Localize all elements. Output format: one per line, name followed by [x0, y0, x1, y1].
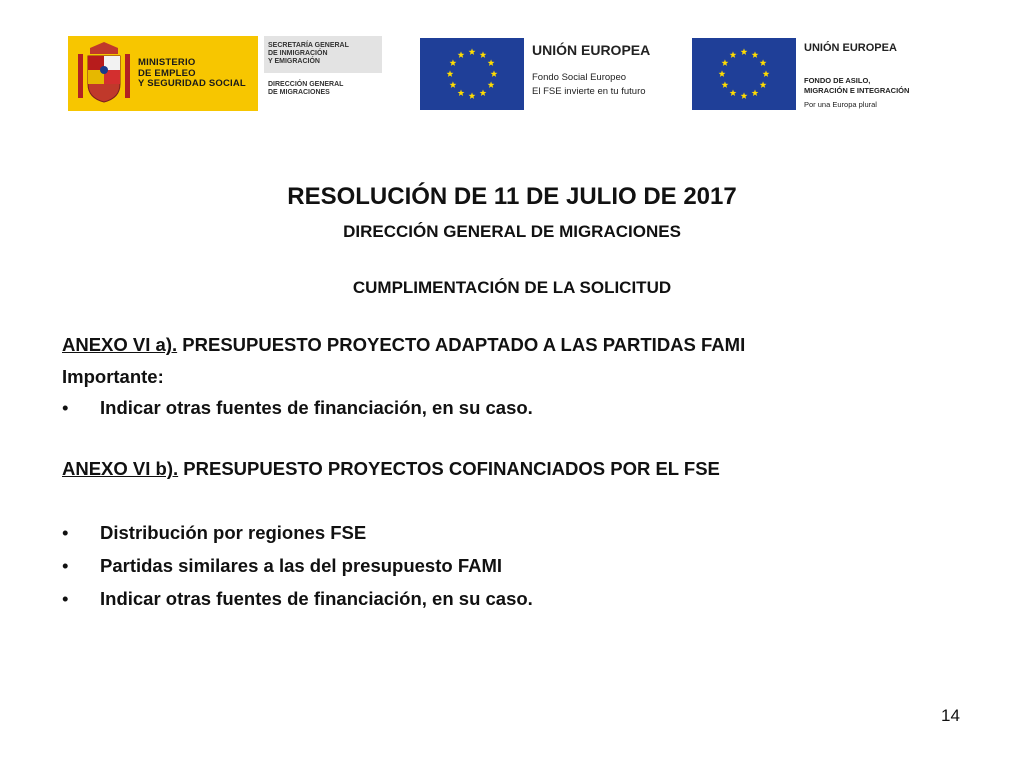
list-item — [62, 588, 533, 610]
fami-logo — [692, 36, 956, 111]
section-heading: CUMPLIMENTACIÓN DE LA SOLICITUD — [352, 278, 672, 297]
fse-slogan: El FSE invierte en tu futuro — [532, 86, 646, 97]
annex-b-text: PRESUPUESTO PROYECTOS COFINANCIADOS POR EL FSE — [178, 458, 720, 479]
bullet-icon: • — [62, 555, 69, 576]
fami-slogan: Por una Europa plural — [804, 100, 877, 109]
list-item-text: Indicar otras fuentes de financiación, en su caso. — [100, 397, 533, 418]
coat-of-arms-icon — [74, 40, 134, 106]
bullet-icon: • — [62, 588, 69, 609]
list-item-text: Distribución por regiones FSE — [100, 522, 367, 543]
annex-a-heading — [62, 334, 745, 356]
secretaria-text: SECRETARÍA GENERAL DE INMIGRACIÓN Y EMIGRACIÓN — [268, 42, 349, 65]
slide-subtitle: DIRECCIÓN GENERAL DE MIGRACIONES — [343, 222, 681, 241]
bullet-icon: • — [62, 397, 69, 418]
fse-title: UNIÓN EUROPEA — [532, 42, 651, 58]
direccion-general-text: DIRECCIÓN GENERAL DE MIGRACIONES — [268, 81, 344, 96]
bullet-icon: • — [62, 522, 69, 543]
list-item — [62, 555, 502, 577]
annex-b-label: ANEXO VI b). — [62, 458, 179, 479]
list-item — [62, 397, 533, 419]
annex-a-text: PRESUPUESTO PROYECTO ADAPTADO A LAS PARTIDAS FAMI — [177, 334, 746, 355]
fse-logo — [420, 36, 680, 111]
page-number: 14 — [941, 706, 960, 725]
fse-name: Fondo Social Europeo — [532, 72, 627, 83]
fami-name: FONDO DE ASILO, MIGRACIÓN E INTEGRACIÓN — [804, 76, 910, 95]
list-item-text: Partidas similares a las del presupuesto FAMI — [100, 555, 503, 576]
eu-flag-icon — [692, 38, 796, 110]
annex-b-heading — [62, 458, 720, 480]
slide-title: RESOLUCIÓN DE 11 DE JULIO DE 2017 — [287, 183, 737, 210]
ministerio-logo — [68, 36, 382, 111]
logo-bar — [0, 36, 1024, 112]
fami-title: UNIÓN EUROPEA — [804, 42, 897, 54]
annex-a-label: ANEXO VI a). — [62, 334, 178, 355]
list-item — [62, 522, 366, 544]
list-item-text: Indicar otras fuentes de financiación, en su caso. — [100, 588, 533, 609]
ministerio-name: MINISTERIO DE EMPLEO Y SEGURIDAD SOCIAL — [138, 57, 246, 89]
eu-flag-icon — [420, 38, 524, 110]
important-label: Importante: — [62, 366, 164, 387]
